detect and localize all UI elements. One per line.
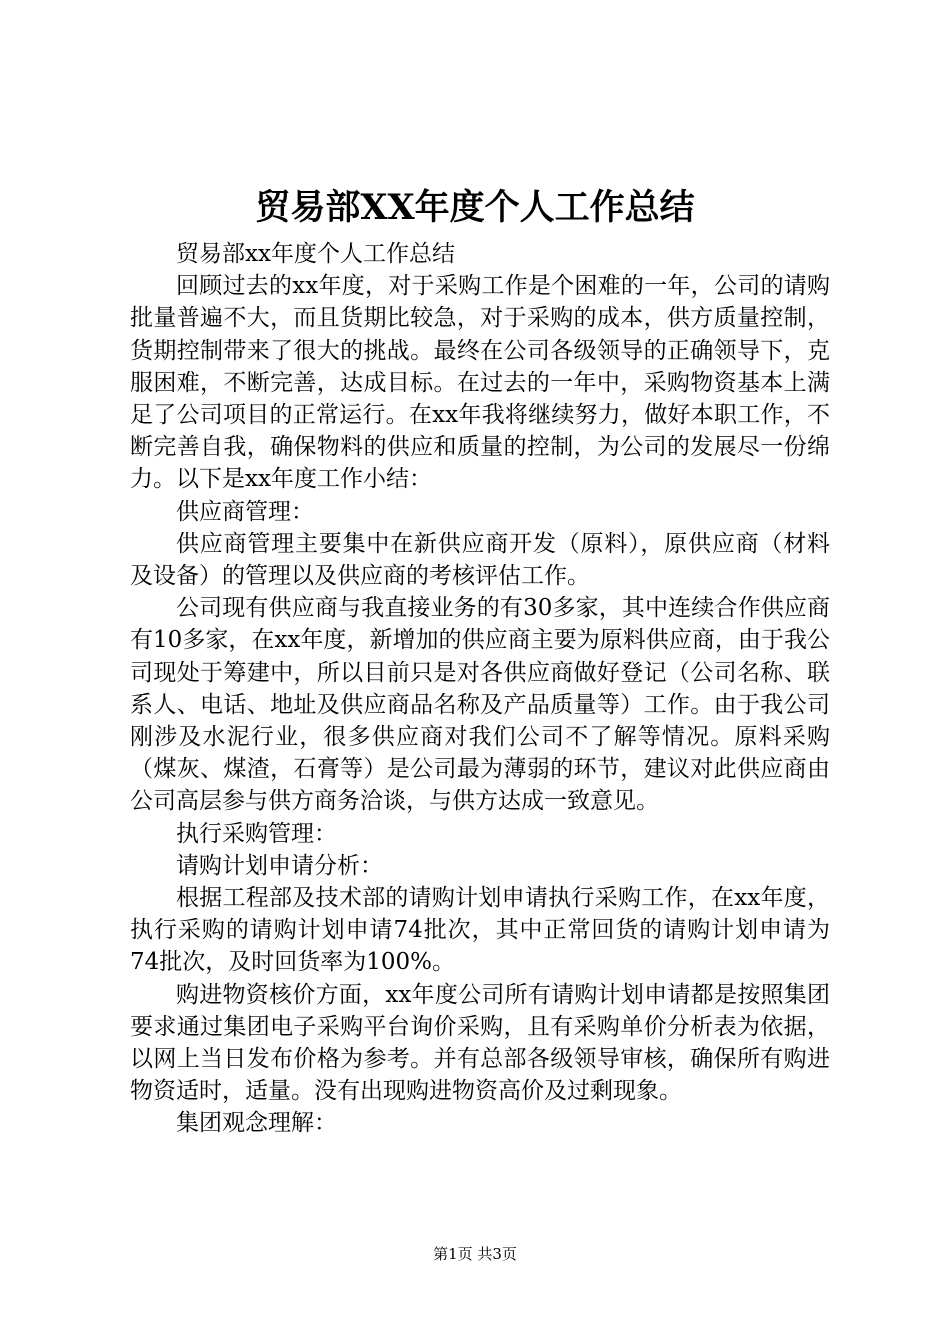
heading-purchase-execution: 执行采购管理： — [176, 820, 337, 847]
document-body — [130, 238, 830, 1140]
page-number-footer: 第1页 共3页 — [433, 1245, 517, 1263]
heading-request-analysis: 请购计划申请分析： — [176, 852, 383, 879]
paragraph-review: 回顾过去的xx年度，对于采购工作是个困难的一年，公司的请购批量普遍不大，而且货期比较急，对于采购的成本，供方质量控制，货期控制带来了很大的挑战。最终在公司各级领导的正确领导下，克服困难，不断完善，达成目标。在过去的一年中，采购物资基本上满足了公司项目的正常运行。在xx年我将继续努力，做好本职工作，不断完善自我，确保物料的供应和质量的控制，为公司的发展尽一份绵力。以下是xx年度工作小结： — [130, 273, 830, 493]
paragraph-supplier-focus: 供应商管理主要集中在新供应商开发（原料），原供应商（材料及设备）的管理以及供应商的考核评估工作。 — [130, 530, 830, 590]
document-title: 贸易部XX年度个人工作总结 — [255, 187, 695, 228]
paragraph-request-stats: 根据工程部及技术部的请购计划申请执行采购工作，在xx年度，执行采购的请购计划申请74批次，其中正常回货的请购计划申请为74批次，及时回货率为100%。 — [130, 885, 830, 976]
paragraph-subtitle: 贸易部xx年度个人工作总结 — [176, 241, 455, 267]
heading-supplier-management: 供应商管理： — [176, 498, 314, 525]
paragraph-pricing: 购进物资核价方面，xx年度公司所有请购计划申请都是按照集团要求通过集团电子采购平台询价采购，且有采购单价分析表为依据，以网上当日发布价格为参考。并有总部各级领导审核，确保所有购进物资适时，适量。没有出现购进物资高价及过剩现象。 — [130, 981, 830, 1105]
paragraph-supplier-details: 公司现有供应商与我直接业务的有30多家，其中连续合作供应商有10多家，在xx年度，新增加的供应商主要为原料供应商，由于我公司现处于筹建中，所以目前只是对各供应商做好登记（公司名称、联系人、电话、地址及供应商品名称及产品质量等）工作。由于我公司刚涉及水泥行业，很多供应商对我们公司不了解等情况。原料采购（煤灰、煤渣，石膏等）是公司最为薄弱的环节，建议对此供应商由公司高层参与供方商务洽谈，与供方达成一致意见。 — [130, 595, 830, 815]
heading-group-concept: 集团观念理解： — [176, 1110, 337, 1137]
